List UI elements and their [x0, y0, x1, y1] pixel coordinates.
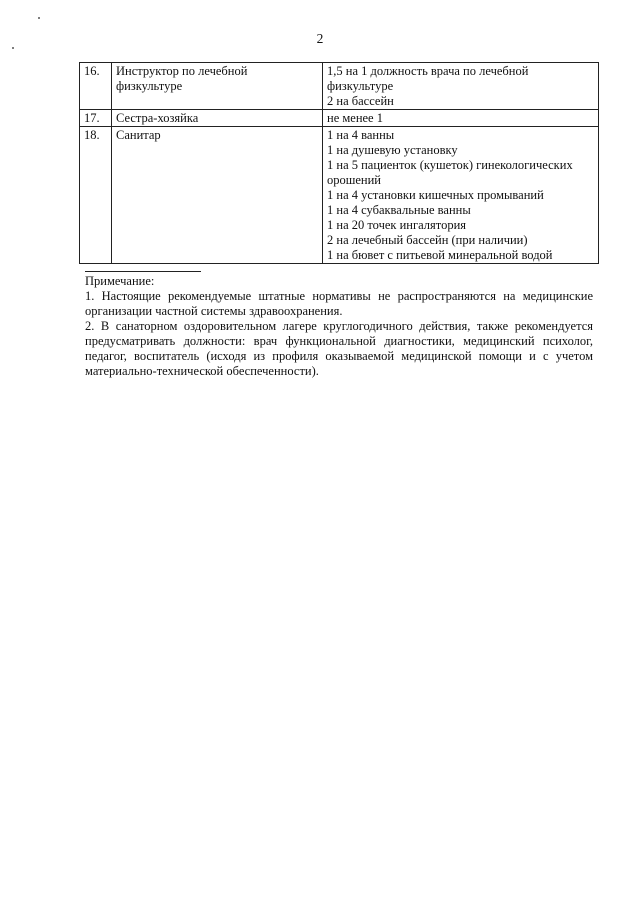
note-item: 1. Настоящие рекомендуемые штатные нормативы не распространяются на медицинские организации частной системы здравоохранения.	[85, 289, 593, 318]
row-number: 17.	[80, 110, 112, 127]
notes-section	[85, 271, 593, 379]
norm-cell: 1 на 4 ванны 1 на душевую установку 1 на 5 пациенток (кушеток) гинекологических орошений 1 на 4 установки кишечных промываний 1 на 4 субаквальные ванны 1 на 20 точек ингалятория 2 на лечебный бассейн (при наличии) 1 на бювет с питьевой минеральной водой	[323, 127, 599, 264]
norm-cell: 1,5 на 1 должность врача по лечебной физкультуре 2 на бассейн	[323, 63, 599, 110]
scan-speck	[12, 47, 14, 49]
notes-heading: Примечание:	[85, 274, 155, 288]
row-number: 18.	[80, 127, 112, 264]
table-row	[80, 63, 599, 110]
position-cell: Сестра-хозяйка	[112, 110, 323, 127]
table-row	[80, 110, 599, 127]
table-row	[80, 127, 599, 264]
norm-cell: не менее 1	[323, 110, 599, 127]
position-cell: Санитар	[112, 127, 323, 264]
footnote-divider	[85, 271, 201, 272]
staffing-table	[79, 62, 599, 264]
page-number: 2	[316, 31, 324, 46]
position-cell: Инструктор по лечебной физкультуре	[112, 63, 323, 110]
scan-speck	[38, 17, 40, 19]
note-item: 2. В санаторном оздоровительном лагере круглогодичного действия, также рекомендуется предусматривать должности: врач функциональной диагностики, медицинский психолог, педагог, воспитатель (исходя из профиля оказываемой медицинской помощи и с учетом материально-технической обеспеченности).	[85, 319, 593, 378]
row-number: 16.	[80, 63, 112, 110]
